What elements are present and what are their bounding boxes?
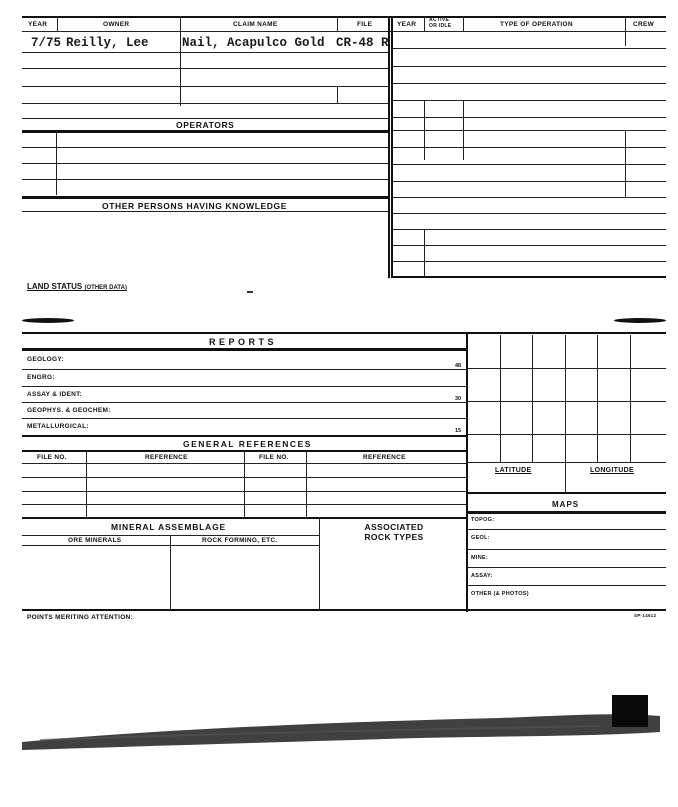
operators-title: OPERATORS: [176, 120, 235, 130]
row-line: [22, 179, 388, 180]
mark: [247, 291, 253, 293]
gen-ref-file-no-2: FILE NO.: [259, 454, 289, 461]
op-col-divider: [424, 100, 425, 160]
op-row-line: [392, 117, 666, 118]
entry-owner: Reilly, Lee: [66, 36, 149, 50]
land-status-sub: (OTHER DATA): [84, 285, 127, 291]
coord-divider: [630, 335, 631, 462]
mineral-rule: [22, 517, 466, 519]
op-row-line: [392, 213, 666, 214]
smear: [22, 318, 74, 323]
map-assay: ASSAY:: [471, 573, 493, 579]
file-header: FILE: [357, 21, 373, 28]
gen-ref-file-no-1: FILE NO.: [37, 454, 67, 461]
map-line: [467, 567, 666, 568]
points-meriting-attention: POINTS MERITING ATTENTION:: [27, 614, 134, 621]
owner-header: OWNER: [103, 21, 130, 28]
row-line: [22, 86, 388, 87]
gen-ref-reference-1: REFERENCE: [145, 454, 188, 461]
row-line: [22, 52, 388, 53]
form-number: SP-14612: [634, 613, 657, 618]
operators-divider: [56, 133, 57, 195]
general-references-title: GENERAL REFERENCES: [183, 439, 312, 449]
associated-rock-types-title: ASSOCIATED ROCK TYPES: [364, 522, 424, 542]
col-divider: [337, 86, 338, 104]
maps-rule-2: [467, 511, 666, 514]
report-num-metallurgical: 15: [455, 428, 462, 434]
header-underline: [22, 31, 666, 32]
other-persons-rule: [22, 196, 388, 199]
op-row-line: [392, 48, 666, 49]
entry-claim-name: Nail, Acapulco Gold: [182, 36, 325, 50]
map-line: [467, 529, 666, 530]
report-line: [22, 386, 466, 387]
coord-divider: [597, 335, 598, 462]
type-of-operation-header: TYPE OF OPERATION: [500, 21, 573, 28]
gen-ref-divider: [86, 450, 87, 517]
col-divider: [337, 16, 338, 32]
col-divider: [57, 16, 58, 32]
report-line: [22, 369, 466, 370]
latitude-label: LATITUDE: [495, 467, 532, 474]
gen-ref-rule: [22, 435, 466, 437]
report-label-geophys: GEOPHYS. & GEOCHEM:: [27, 407, 111, 414]
scan-smear: [0, 690, 678, 760]
report-label-geology: GEOLOGY:: [27, 356, 64, 363]
op-row-line: [392, 229, 666, 230]
gen-ref-reference-2: REFERENCE: [363, 454, 406, 461]
report-line: [22, 402, 466, 403]
maps-title: MAPS: [552, 500, 580, 509]
report-line: [22, 418, 466, 419]
col-divider-crew: [625, 16, 626, 46]
mineral-line: [22, 545, 320, 546]
coord-divider: [532, 335, 533, 462]
op-row-line: [392, 83, 666, 84]
op-col-divider: [424, 230, 425, 276]
reports-top-rule: [22, 332, 666, 334]
land-status-label: LAND STATUS: [27, 282, 83, 291]
map-line: [467, 549, 666, 550]
entry-year: 7/75: [31, 36, 62, 50]
other-persons-title: OTHER PERSONS HAVING KNOWLEDGE: [102, 201, 288, 211]
coord-line: [467, 401, 666, 402]
row-line: [22, 103, 388, 104]
mineral-line: [22, 535, 320, 536]
mineral-divider: [170, 535, 171, 609]
reports-right-divider: [466, 332, 468, 612]
rock-forming-header: ROCK FORMING, ETC.: [202, 537, 278, 544]
corner-block: [612, 695, 648, 727]
row-line: [22, 147, 388, 148]
op-row-line: [392, 261, 666, 262]
reports-rule: [22, 348, 466, 351]
land-status-title: [27, 282, 127, 291]
year2-header: YEAR: [397, 21, 417, 28]
reports-title: REPORTS: [209, 337, 278, 347]
op-col-divider: [625, 130, 626, 198]
coord-line: [467, 368, 666, 369]
report-num-assay: 30: [455, 396, 462, 402]
op-col-divider: [463, 100, 464, 160]
map-mine: MINE:: [471, 555, 489, 561]
bottom-rule: [22, 609, 666, 611]
top-border: [22, 16, 666, 18]
longitude-label: LONGITUDE: [590, 467, 634, 474]
coord-divider-mid: [565, 335, 566, 492]
map-geol: GEOL:: [471, 535, 490, 541]
gen-ref-divider: [244, 450, 245, 517]
coord-divider: [500, 335, 501, 462]
operators-top-line: [22, 118, 388, 119]
report-label-engrg: ENGRG:: [27, 374, 55, 381]
op-row-line: [392, 66, 666, 67]
row-line: [22, 163, 388, 164]
op-bottom-line: [392, 276, 666, 278]
coord-line: [467, 462, 666, 463]
ore-minerals-header: ORE MINERALS: [68, 537, 122, 544]
operators-rule: [22, 130, 388, 133]
crew-header: CREW: [633, 21, 655, 28]
active-label: ACTIVE: [429, 17, 450, 23]
gen-ref-divider: [306, 450, 307, 517]
row-line: [22, 211, 388, 212]
map-line: [467, 585, 666, 586]
report-label-assay: ASSAY & IDENT:: [27, 391, 83, 398]
report-label-metallurgical: METALLURGICAL:: [27, 423, 89, 430]
idle-label: OR IDLE: [429, 22, 452, 29]
coord-line: [467, 434, 666, 435]
year-header: YEAR: [28, 21, 48, 28]
op-row-line: [392, 245, 666, 246]
report-num-geology: 48: [455, 363, 462, 369]
active-idle-header: [429, 18, 451, 29]
col-divider: [463, 16, 464, 32]
mineral-assemblage-title: MINERAL ASSEMBLAGE: [111, 522, 226, 532]
maps-rule: [467, 492, 666, 494]
map-other: OTHER (& PHOTOS): [471, 591, 529, 597]
row-line: [22, 68, 388, 69]
op-row-line: [392, 100, 666, 101]
mineral-divider-rock: [319, 517, 320, 609]
left-right-divider: [388, 16, 390, 278]
claim-name-header: CLAIM NAME: [233, 21, 278, 28]
smear: [614, 318, 666, 323]
entry-file: CR-48 R: [336, 36, 389, 50]
map-topog: TOPOG:: [471, 517, 495, 523]
col-divider: [424, 16, 425, 32]
col-divider-owner: [180, 16, 181, 106]
